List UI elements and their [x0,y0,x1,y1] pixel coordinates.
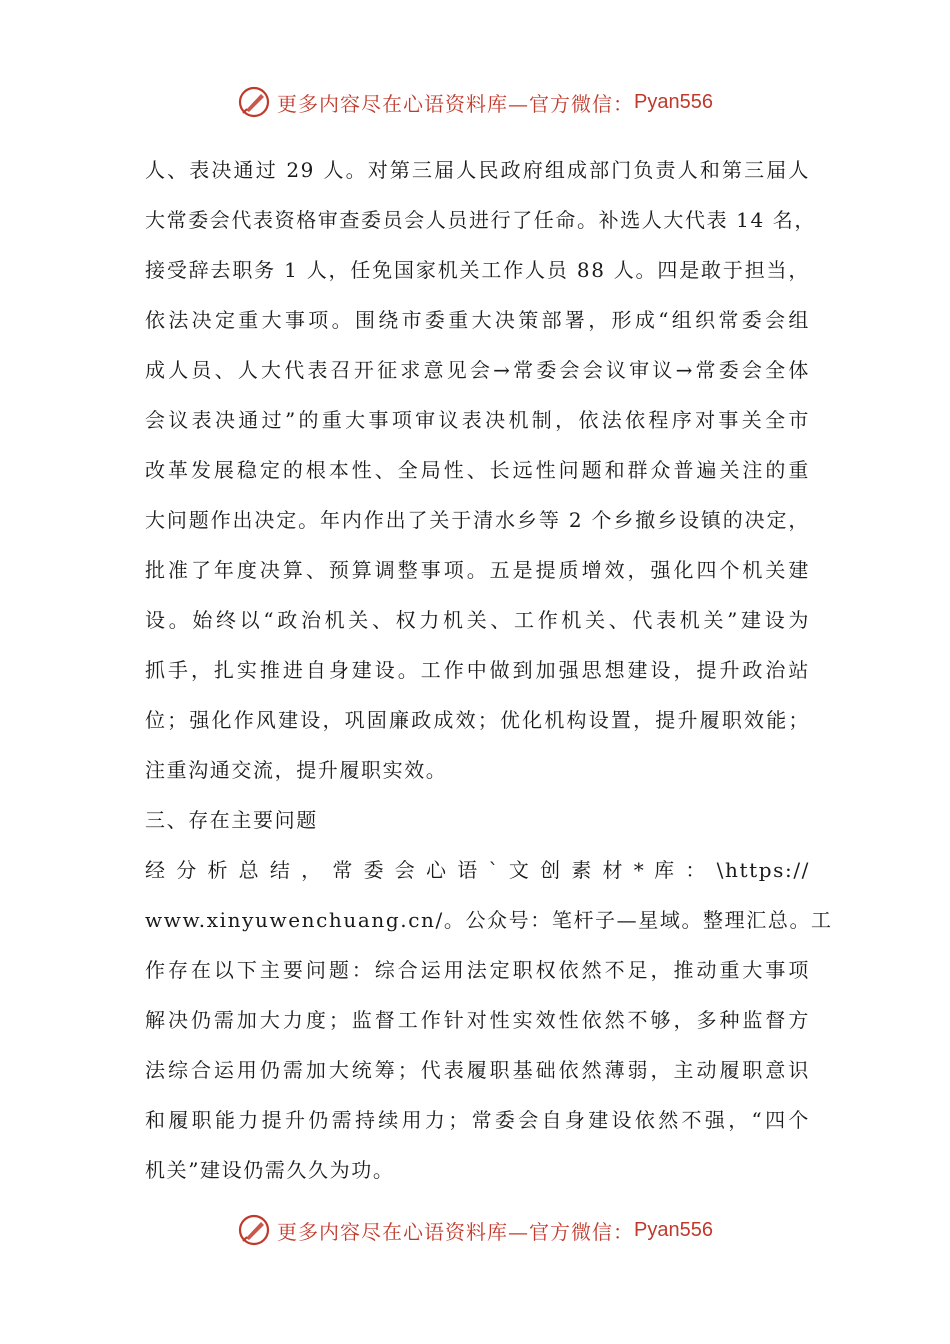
wechat-id: Pyan556 [634,90,713,113]
banner-text: 更多内容尽在心语资料库—官方微信： [277,91,635,116]
section-line: 机关”建设仍需久久为功。 [145,1158,395,1182]
body-line: 大问题作出决定。年内作出了关于清水乡等 2 个乡撤乡设镇的决定， [145,508,810,532]
body-line: 设。始终以“政治机关、权力机关、工作机关、代表机关”建设为 [145,608,810,632]
section-line: 解决仍需加大力度；监督工作针对性实效性依然不够，多种监督方 [145,1008,810,1032]
section-line: 和履职能力提升仍需持续用力；常委会自身建设依然不强，“四个 [145,1108,810,1132]
header-banner [0,82,950,122]
section-line: www.xinyuwenchuang.cn/。公众号：笔杆子—星域。整理汇总。工 [145,908,833,932]
section-line: 法综合运用仍需加大统筹；代表履职基础依然薄弱，主动履职意识 [145,1058,810,1082]
wechat-id: Pyan556 [634,1218,713,1241]
body-line: 抓手，扎实推进自身建设。工作中做到加强思想建设，提升政治站 [145,658,810,682]
body-line: 大常委会代表资格审查委员会人员进行了任命。补选人大代表 14 名， [145,208,816,232]
body-line: 接受辞去职务 1 人，任免国家机关工作人员 88 人。四是敢于担当， [145,258,810,282]
body-line: 会议表决通过”的重大事项审议表决机制，依法依程序对事关全市 [145,408,810,432]
banner-text: 更多内容尽在心语资料库—官方微信： [277,1219,635,1244]
body-line: 注重沟通交流，提升履职实效。 [145,758,448,782]
quill-logo-icon [237,1213,271,1247]
quill-logo-icon [237,85,271,119]
body-line: 成人员、人大代表召开征求意见会→常委会会议审议→常委会全体 [145,358,810,382]
document-body [145,145,833,1195]
section-line: 作存在以下主要问题：综合运用法定职权依然不足，推动重大事项 [145,958,810,982]
body-line: 依法决定重大事项。围绕市委重大决策部署，形成“组织常委会组 [145,308,810,332]
section-line: 经 分 析 总 结 ， 常 委 会 心 语 ` 文 创 素 材 * 库 ： \https:// [145,858,810,882]
body-line: 改革发展稳定的根本性、全局性、长远性问题和群众普遍关注的重 [145,458,810,482]
footer-banner [0,1210,950,1250]
section-heading: 三、存在主要问题 [145,808,318,832]
body-line: 批准了年度决算、预算调整事项。五是提质增效，强化四个机关建 [145,558,810,582]
body-line: 人、表决通过 29 人。对第三届人民政府组成部门负责人和第三届人 [145,158,810,182]
body-line: 位；强化作风建设，巩固廉政成效；优化机构设置，提升履职效能； [145,708,810,732]
